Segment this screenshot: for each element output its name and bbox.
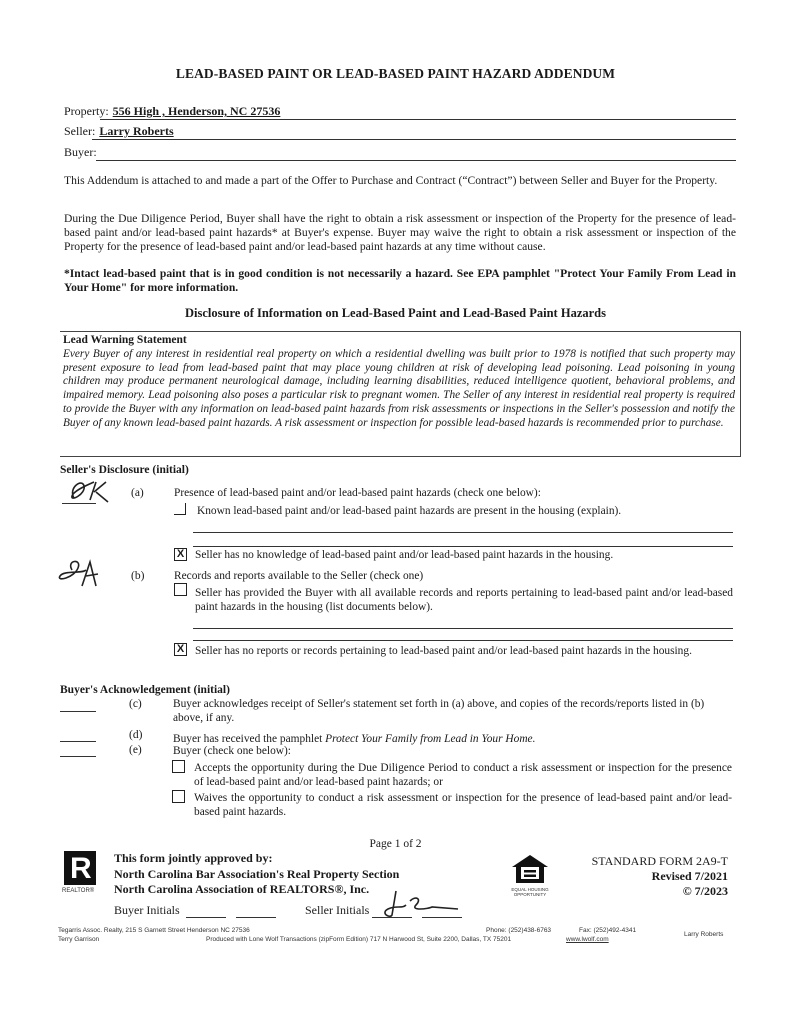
form-revised: Revised 7/2021 [651,869,728,883]
checkbox-a-no-knowledge[interactable]: X [174,548,187,561]
phone: Phone: (252)438-6763 [486,927,552,934]
realtor-logo-letter: R [70,852,92,885]
form-name: STANDARD FORM 2A9-T [591,854,728,868]
document-title: LEAD-BASED PAINT OR LEAD-BASED PAINT HAZARD ADDENDUM [175,66,616,81]
option-e-waives-text: Waives the opportunity to conduct a risk assessment or inspection for the presence of lead-based paint and/or lead-based paint hazards. [194,792,732,818]
seller-disclosure-heading: Seller's Disclosure (initial) [60,464,189,476]
buyer-field [64,145,101,160]
lead-warning-box [60,331,741,457]
seller-initials-a-signature [60,476,120,510]
item-a-text: Presence of lead-based paint and/or lead-based paint hazards (check one below): [174,487,541,499]
buyer-ack-heading: Buyer's Acknowledgement (initial) [60,684,230,696]
checkbox-e-waives[interactable] [172,790,185,803]
seller-value[interactable]: Larry Roberts [99,124,174,138]
produced-with: Produced with Lone Wolf Transactions (zipForm Edition) 717 N Harwood St, Suite 2200, Dallas, TX 75201 [206,936,512,943]
page-number: Page 1 of 2 [369,838,422,850]
equal-housing-text [508,887,552,897]
pamphlet-title: Protect Your Family from Lead in Your Home. [325,733,536,745]
item-b-label: (b) [131,570,145,582]
realtor-logo-text: REALTOR® [62,888,95,894]
approved-by-block [114,851,399,898]
approved-line-1: This form jointly approved by: [114,851,273,865]
lead-warning-text: Every Buyer of any interest in residential real property on which a residential dwelling was built prior to 1978 is notified that such property may present exposure to lead from lead-based paint that may place young children at risk of developing lead poisoning. Lead poisoning in young children may produce permanent neurological damage, including learning disabilities, reduced intelligence quotient, behavioral problems, and impaired memory. Lead poisoning also poses a particular risk to pregnant women. The Seller of any interest in residential real property is required to provide the Buyer with any information on lead-based paint hazards from risk assessments or inspections in the Seller's possession and notify the Buyer of any known lead-based paint hazards. A risk assessment or inspection for possible lead-based hazards is recommended prior to purchase. [63,348,735,429]
buyer-initials-label: Buyer Initials [114,903,180,917]
option-a-known-text: Known lead-based paint and/or lead-based paint hazards are present in the housing (explain). [197,505,622,517]
option-a-no-knowledge-text: Seller has no knowledge of lead-based paint and/or lead-based paint hazards in the housing. [195,549,614,561]
website-link[interactable]: www.lwolf.com [566,936,609,943]
buyer-initials-e-line[interactable] [60,756,96,757]
seller-line [92,139,736,140]
approved-line-2: North Carolina Bar Association's Real Property Section [114,866,400,881]
buyer-label: Buyer: [64,145,97,159]
seller-field [64,124,174,139]
explain-line-1 [193,532,733,533]
approved-line-3: North Carolina Association of REALTORS®, Inc. [114,882,370,896]
realtor-logo-icon [64,851,96,885]
agency-line-2: Terry Garrison [58,936,100,943]
seller-label: Seller: [64,124,96,138]
option-e-accepts-text: Accepts the opportunity during the Due Diligence Period to conduct a risk assessment or inspection for the presence of lead-based paint and/or lead-based paint hazards; or [194,762,732,788]
documents-line-2 [193,640,733,641]
checkbox-b-provided[interactable] [174,583,187,596]
due-diligence-paragraph: During the Due Diligence Period, Buyer shall have the right to obtain a risk assessment or inspection of the Property for the presence of lead-based paint and/or lead-based paint hazards* at Buyer's expense. Buyer may waive the right to obtain a risk assessment or inspection of the Property for the presence of lead-based paint and/or lead-based paint hazards at any time without cause. [64,212,736,253]
lead-warning-heading: Lead Warning Statement [63,334,187,346]
form-copyright: © 7/2023 [682,884,728,898]
equal-housing-icon [508,853,552,885]
buyer-initials-d-line[interactable] [60,741,96,742]
agency-line-1: Tegarris Assoc. Realty, 215 S Garnett Street Henderson NC 27536 [58,927,250,934]
buyer-initials-line-1[interactable] [186,917,226,918]
item-c-label: (c) [129,698,142,710]
property-field [64,104,280,119]
item-a-label: (a) [131,487,144,499]
buyer-initials-c-line[interactable] [60,711,96,712]
option-b-no-reports-text: Seller has no reports or records pertaining to lead-based paint and/or lead-based paint hazards in the housing. [195,645,692,657]
buyer-initials-line-2[interactable] [236,917,276,918]
property-line [100,119,736,120]
checkbox-e-accepts[interactable] [172,760,185,773]
checkbox-a-known[interactable] [174,503,186,515]
eho-line-2: OPPORTUNITY [513,892,547,897]
checkbox-b-no-reports[interactable]: X [174,643,187,656]
seller-initials-label: Seller Initials [305,903,370,917]
eho-line-1: EQUAL HOUSING [511,887,549,892]
disclosure-title: Disclosure of Information on Lead-Based Paint and Lead-Based Paint Hazards [185,306,606,320]
intro-paragraph: This Addendum is attached to and made a part of the Offer to Purchase and Contract (“Contract”) between Seller and Buyer for the Property. [64,174,718,187]
item-d-label: (d) [129,729,143,741]
buyer-line [96,160,736,161]
item-c-text: Buyer acknowledges receipt of Seller's statement set forth in (a) above, and copies of the records/reports listed in (b) above, if any. [173,698,705,724]
explain-line-2 [193,546,733,547]
seller-initials-footer-signature [372,887,462,921]
item-d-prefix: Buyer has received the pamphlet [173,733,326,745]
epa-note: *Intact lead-based paint that is in good condition is not necessarily a hazard. See EPA pamphlet "Protect Your Family From Lead in Your Home" for more information. [64,267,736,294]
client-name: Larry Roberts [684,931,724,938]
item-e-text: Buyer (check one below): [173,745,291,757]
item-b-text: Records and reports available to the Seller (check one) [174,570,424,582]
option-b-provided-text: Seller has provided the Buyer with all available records and reports pertaining to lead-based paint and/or lead-based paint hazards in the housing (list documents below). [195,587,733,613]
fax: Fax: (252)492-4341 [579,927,637,934]
documents-line-1 [193,628,733,629]
property-label: Property: [64,104,109,118]
seller-initials-b-signature [52,556,104,596]
form-info-block [592,854,728,899]
property-value[interactable]: 556 High , Henderson, NC 27536 [112,104,281,118]
seller-initials-a-line [62,503,96,504]
item-e-label: (e) [129,744,142,756]
